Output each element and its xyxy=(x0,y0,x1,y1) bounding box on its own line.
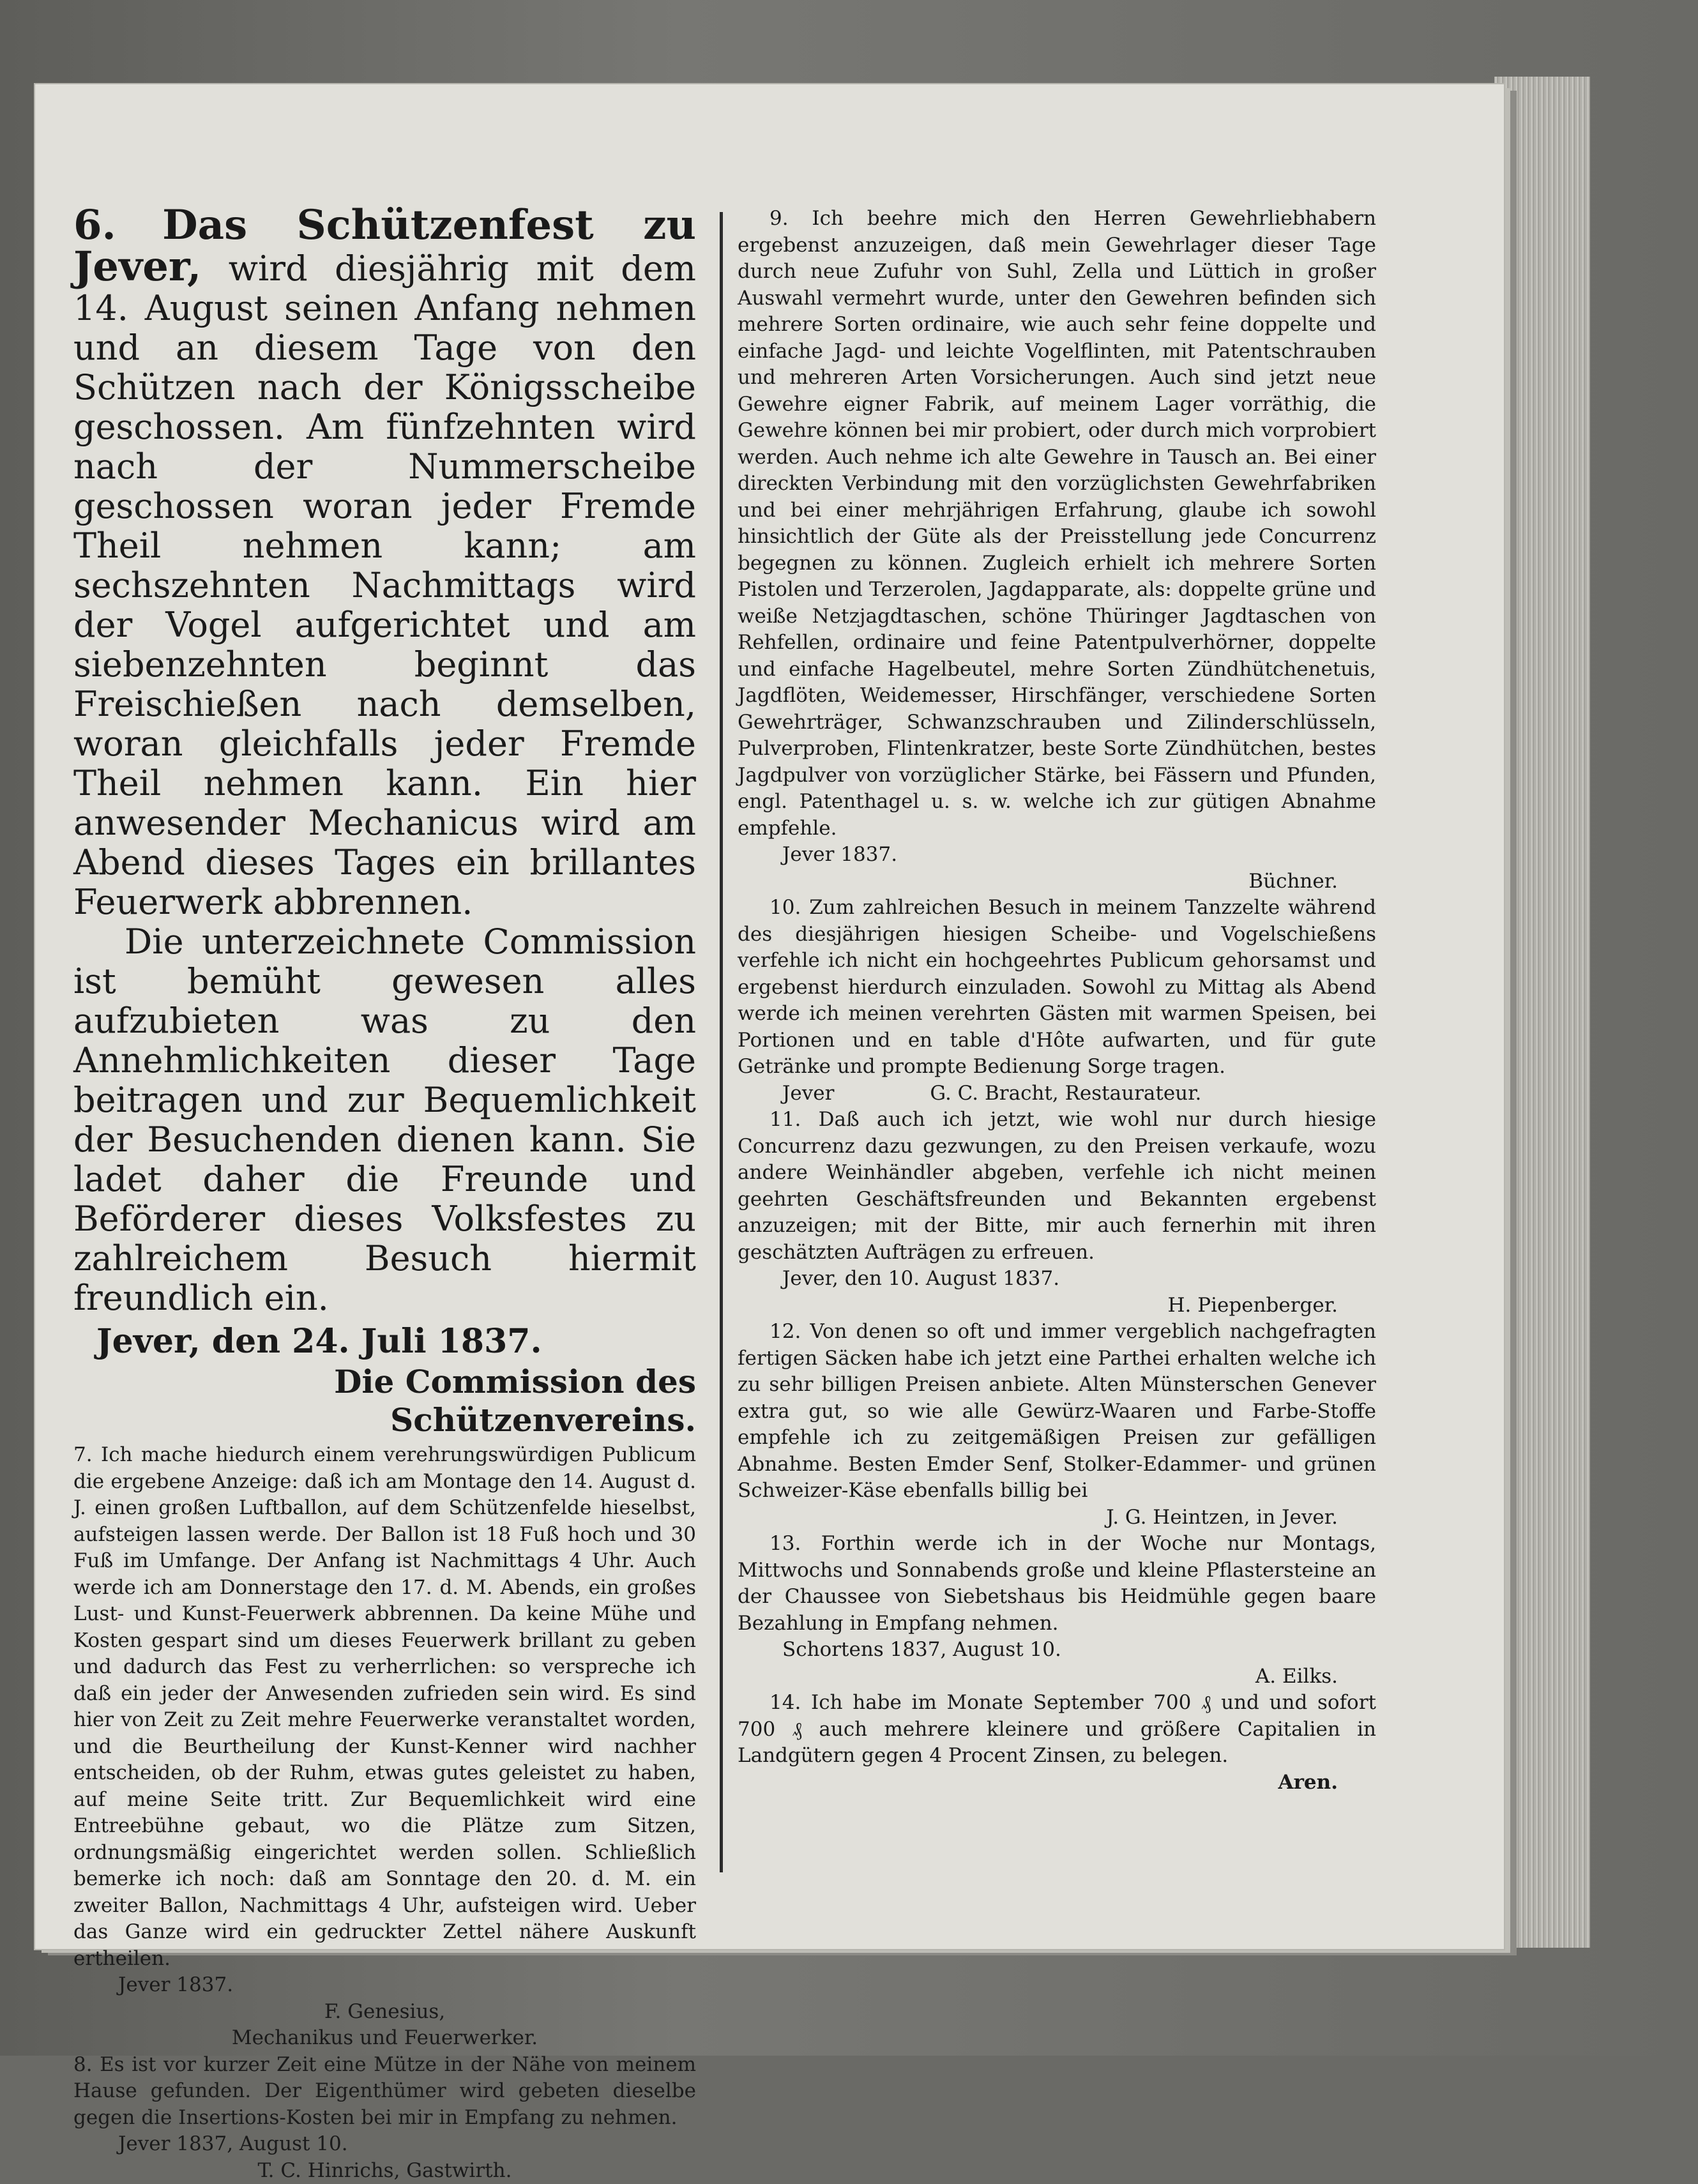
notice-6-signature: Die Commission des Schützenvereins. xyxy=(73,1363,696,1439)
right-column xyxy=(738,206,1376,1796)
notice-8-body: Es ist vor kurzer Zeit eine Mütze in der Nähe von meinem Hause gefunden. Der Eigenthümer wird gebeten dieselbe gegen die Insertions-Kosten bei mir in Empfang zu nehmen. xyxy=(73,2053,696,2129)
notice-13-number: 13. xyxy=(769,1532,801,1555)
notice-6-title: Das Schützenfest zu Jever, xyxy=(73,201,696,291)
notice-7-place: Jever 1837. xyxy=(73,1972,696,1999)
notice-10-sig-line xyxy=(738,1081,1376,1107)
notice-9-place: Jever 1837. xyxy=(738,842,1376,868)
notice-10-place: Jever xyxy=(738,1082,834,1105)
notice-6-body: wird diesjährig mit dem 14. August seinen Anfang nehmen und an diesem Tage von den Schützen nach der Königsscheibe geschossen. Am fünfzehnten wird nach der Nummerscheibe geschossen woran jeder Fremde Theil nehmen kann; am sechszehnten Nachmittags wird der Vogel aufgerichtet und am siebenzehnten beginnt das Freischießen nach demselben, woran gleichfalls jeder Fremde Theil nehmen kann. Ein hier anwesender Mechanicus wird am Abend dieses Tages ein brillantes Feuerwerk abbrennen. xyxy=(73,248,696,922)
column-rule xyxy=(720,212,723,1872)
notice-13-text xyxy=(738,1531,1376,1637)
notice-7 xyxy=(73,1442,696,2052)
notice-14-signature: Aren. xyxy=(738,1770,1376,1796)
newspaper-page xyxy=(35,84,1504,1949)
notice-7-body: Ich mache hiedurch einem verehrungswürdigen Publicum die ergebene Anzeige: daß ich am Montage den 14. August d. J. einen großen Luftballon, auf dem Schützenfelde hieselbst, aufsteigen lassen werde. Der Ballon ist 18 Fuß hoch und 30 Fuß im Umfange. Der Anfang ist Nachmittags 4 Uhr. Auch werde ich am Donnerstage den 17. d. M. Abends, ein großes Lust- und Kunst-Feuerwerk abbrennen. Da keine Mühe und Kosten gespart sind um dieses Feuerwerk brillant zu geben und dadurch das Fest zu verherrlichen: so verspreche ich daß ein jeder der Anwesenden zufrieden sein wird. Es sind hier von Zeit zu Zeit mehre Feuerwerke veranstaltet worden, und die Beurtheilung der Kunst-Kenner wird nachher entscheiden, ob der Ruhm, etwas gutes geleistet zu haben, auf meine Seite tritt. Zur Bequemlichkeit wird eine Entreebühne gebaut, wo die Plätze zum Sitzen, ordnungsmäßig eingerichtet werden sollen. Schließlich bemerke ich noch: daß am Sonntage den 20. d. M. ein zweiter Ballon, Nachmittags 4 Uhr, aufsteigen wird. Ueber das Ganze wird ein gedruckter Zettel nähere Auskunft ertheilen. xyxy=(73,1443,696,1970)
notice-13-signature: A. Eilks. xyxy=(738,1664,1376,1690)
notice-8-signature: T. C. Hinrichs, Gastwirth. xyxy=(73,2158,696,2184)
notice-10 xyxy=(738,895,1376,1107)
notice-10-number: 10. xyxy=(769,896,801,919)
notice-13-place: Schortens 1837, August 10. xyxy=(738,1637,1376,1664)
notice-12-text xyxy=(738,1319,1376,1505)
notice-9-body: Ich beehre mich den Herren Gewehrliebhabern ergebenst anzuzeigen, daß mein Gewehrlager dieser Tage durch neue Zufuhr von Suhl, Zella und Lüttich in großer Auswahl vermehrt wurde, unter den Gewehren befinden sich mehrere Sorten ordinaire, wie auch sehr feine doppelte und einfache Jagd- und leichte Vogelflinten, mit Patentschrauben und mehreren Arten Vorsicherungen. Auch sind jetzt neue Gewehre eigner Fabrik, auf meinem Lager vorräthig, die Gewehre können bei mir probiert, oder durch mich vorprobiert werden. Auch nehme ich alte Gewehre in Tausch an. Bei einer direckten Verbindung mit den vorzüglichsten Gewehrfabriken und bei einer mehrjährigen Erfahrung, glaube ich sowohl hinsichtlich der Güte als der Preisstellung jede Concurrenz begegnen zu können. Zugleich erhielt ich mehrere Sorten Pistolen und Terzerolen, Jagdapparate, als: doppelte grüne und weiße Netzjagdtaschen, schöne Thüringer Jagdtaschen von Rehfellen, ordinaire und feine Patentpulverhörner, doppelte und einfache Hagelbeutel, mehre Sorten Zündhütchenetuis, Jagdflöten, Weidemesser, Hirschfänger, verschiedene Sorten Gewehrträger, Schwanzschrauben und Zilinderschlüsseln, Pulverproben, Flintenkratzer, beste Sorte Zündhütchen, bestes Jagdpulver von vorzüglicher Stärke, bei Fässern und Pfunden, engl. Patenthagel u. s. w. welche ich zur gütigen Abnahme empfehle. xyxy=(738,207,1376,840)
notice-7-number: 7. xyxy=(73,1443,93,1466)
notice-8-text xyxy=(73,2052,696,2132)
left-column xyxy=(73,206,696,2184)
notice-9-number: 9. xyxy=(769,207,789,230)
notice-9-signature: Büchner. xyxy=(738,868,1376,895)
notice-12-signature: J. G. Heintzen, in Jever. xyxy=(738,1505,1376,1531)
notice-11-number: 11. xyxy=(769,1108,801,1131)
notice-14-body: Ich habe im Monate September 700 ₰ und und sofort 700 ₰ auch mehrere kleinere und größere Capitalien in Landgütern gegen 4 Procent Zinsen, zu belegen. xyxy=(738,1691,1376,1767)
notice-14-text xyxy=(738,1690,1376,1770)
notice-12 xyxy=(738,1319,1376,1531)
notice-13-body: Forthin werde ich in der Woche nur Montags, Mittwochs und Sonnabends große und kleine Pflastersteine an der Chaussee von Siebetshaus bis Heidmühle gegen baare Bezahlung in Empfang nehmen. xyxy=(738,1532,1376,1635)
notice-8-number: 8. xyxy=(73,2053,93,2076)
notice-10-signature: G. C. Bracht, Restaurateur. xyxy=(840,1082,1201,1105)
notice-6-date: Jever, den 24. Juli 1837. xyxy=(96,1321,696,1363)
notice-11-text xyxy=(738,1107,1376,1266)
notice-14-number: 14. xyxy=(769,1691,801,1714)
notice-8 xyxy=(73,2052,696,2184)
notice-12-body: Von denen so oft und immer vergeblich nachgefragten fertigen Säcken habe ich jetzt eine Parthei erhalten welche ich zu sehr billigen Preisen anbiete. Alten Münsterschen Genever extra gut, so wie alle Gewürz-Waaren und Farbe-Stoffe empfehle ich zu zeitgemäßigen Preisen zur gefälligen Abnahme. Besten Emder Senf, Stolker-Edammer- und grünen Schweizer-Käse ebenfalls billig bei xyxy=(738,1320,1376,1502)
notice-7-signature-2: Mechanikus und Feuerwerker. xyxy=(73,2025,696,2052)
notice-6-number: 6. xyxy=(73,201,116,249)
notice-13 xyxy=(738,1531,1376,1690)
notice-6 xyxy=(73,206,696,1439)
notice-9 xyxy=(738,206,1376,895)
notice-14 xyxy=(738,1690,1376,1796)
book-page-edges xyxy=(1494,77,1590,1948)
notice-7-text xyxy=(73,1442,696,1972)
notice-8-place: Jever 1837, August 10. xyxy=(73,2131,696,2158)
notice-11-signature: H. Piepenberger. xyxy=(738,1293,1376,1319)
notice-11-body: Daß auch ich jetzt, wie wohl nur durch hiesige Concurrenz dazu gezwungen, zu den Preisen verkaufe, wozu andere Weinhändler abgeben, verfehle ich nicht meinen geehrten Geschäftsfreunden und Bekannten ergebenst anzuzeigen; mit der Bitte, mir auch fernerhin mit ihren geschätzten Aufträgen zu erfreuen. xyxy=(738,1108,1376,1264)
notice-11 xyxy=(738,1107,1376,1319)
notice-12-number: 12. xyxy=(769,1320,801,1343)
notice-9-text xyxy=(738,206,1376,842)
notice-6-body-2: Die unterzeichnete Commission ist bemüht gewesen alles aufzubieten was zu den Annehmlichkeiten dieser Tage beitragen und zur Bequemlichkeit der Besuchenden dienen kann. Sie ladet daher die Freunde und Beförderer dieses Volksfestes zu zahlreichem Besuch hiermit freundlich ein. xyxy=(73,922,696,1318)
notice-6-text xyxy=(73,206,696,922)
notice-10-text xyxy=(738,895,1376,1081)
notice-7-signature: F. Genesius, xyxy=(73,1999,696,2026)
notice-11-place: Jever, den 10. August 1837. xyxy=(738,1266,1376,1293)
notice-10-body: Zum zahlreichen Besuch in meinem Tanzzelte während des diesjährigen hiesigen Scheibe- und Vogelschießens verfehle ich nicht ein hochgeehrtes Publicum gehorsamst und ergebenst hierdurch einzuladen. Sowohl zu Mittag als Abend werde ich meinen verehrten Gästen mit warmen Speisen, bei Portionen und en table d'Hôte aufwarten, und für gute Getränke und prompte Bedienung Sorge tragen. xyxy=(738,896,1376,1078)
